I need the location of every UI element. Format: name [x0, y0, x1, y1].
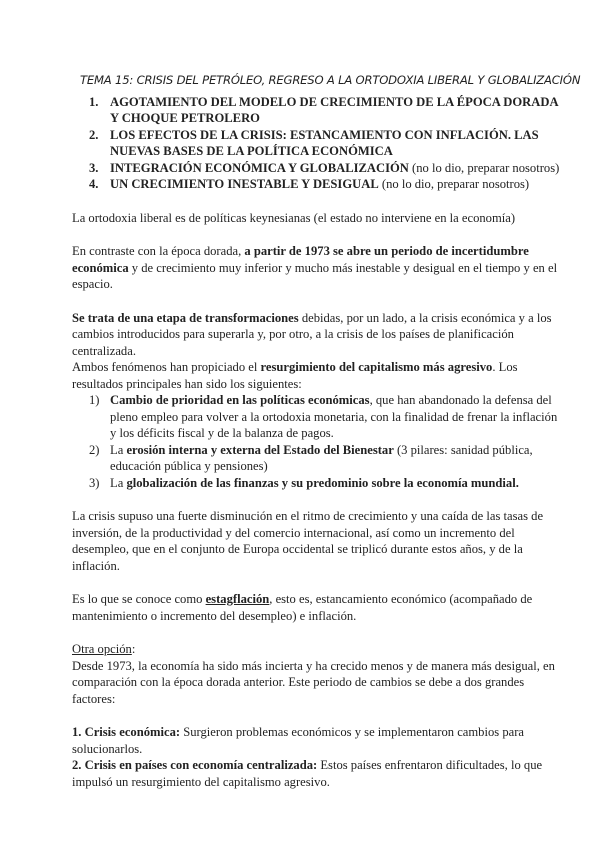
result-number: 2) — [89, 442, 100, 457]
results-list — [72, 392, 560, 491]
text-run: debidas, por un lado, a la crisis económica y a los cambios introducidos para superarla y, por otro, a la crisis de los países de planificación centralizada. — [72, 310, 552, 358]
paragraph-crisis-effects: La crisis supuso una fuerte disminución en el ritmo de crecimiento y una caída de las tasas de inversión, de la productividad y del comercio internacional, así como un incremento del desempleo, que en el conjunto de Europa occidental se triplicó durante estos años, y de la inflación. — [72, 509, 544, 573]
bold-text: Se trata de una etapa de transformaciones — [72, 310, 299, 325]
text-run: . Los resultados principales han sido los siguientes: — [72, 360, 518, 391]
topic-item — [72, 127, 560, 160]
paragraph-results-intro — [72, 359, 560, 392]
text-run: , esto es, estancamiento económico (acompañado de mantenimiento o incremento del desempleo) e inflación. — [72, 592, 533, 623]
result-number: 3) — [89, 475, 100, 490]
text-run: La — [110, 475, 127, 490]
topic-number: 3. — [89, 160, 99, 175]
text-run: y de crecimiento muy inferior y mucho más inestable y desigual en el tiempo y en el espacio. — [72, 260, 558, 291]
text-run: Es lo que se conoce como — [72, 592, 206, 606]
bold-text: resurgimiento del capitalismo más agresivo — [260, 360, 493, 374]
text-run: La — [110, 442, 127, 457]
factor-item — [72, 757, 560, 790]
topic-note: (no lo dio, preparar nosotros) — [408, 160, 560, 175]
paragraph-orthodoxy: La ortodoxia liberal es de políticas keynesianas (el estado no interviene en la economía) — [72, 210, 516, 225]
bold-text: a partir de 1973 se abre un periodo de incertidumbre económica — [72, 244, 529, 275]
topic-item — [72, 176, 560, 193]
topic-note: (no lo dio, preparar nosotros) — [378, 177, 530, 191]
factor-item — [72, 724, 560, 757]
topic-list — [72, 94, 560, 193]
paragraph-transformations — [72, 310, 560, 360]
bold-text: globalización de las finanzas y su predominio sobre la economía mundial. — [126, 475, 519, 490]
topic-heading: INTEGRACIÓN ECONÓMICA Y GLOBALIZACIÓN — [110, 160, 409, 175]
text-run: : — [131, 642, 136, 656]
factor-text: Estos países enfrentaron dificultades, lo que impulsó un resurgimiento del capitalismo agresivo. — [72, 758, 543, 789]
text-run: En contraste con la época dorada, — [72, 244, 245, 258]
factor-text: Surgieron problemas económicos y se implementaron cambios para solucionarlos. — [72, 725, 524, 756]
factor-label: 1. Crisis económica: — [72, 725, 181, 739]
paragraph-stagflation — [72, 591, 560, 624]
result-number: 1) — [89, 393, 100, 407]
topic-heading: UN CRECIMIENTO INESTABLE Y DESIGUAL — [110, 177, 379, 191]
result-item — [72, 442, 560, 475]
text-run: , que han abandonado la defensa del pleno empleo para volver a la ortodoxia monetaria, con la finalidad de frenar la inflación y los déficits fiscal y de la balanza de pagos. — [110, 393, 558, 440]
topic-number: 4. — [89, 177, 99, 191]
topic-item — [72, 94, 560, 127]
factor-label: 2. Crisis en países con economía centralizada: — [72, 758, 318, 772]
topic-number: 1. — [89, 94, 99, 109]
other-option-heading-line — [72, 641, 560, 658]
paragraph-1973 — [72, 243, 560, 293]
underlined-heading: Otra opción — [72, 642, 132, 656]
topic-number: 2. — [89, 127, 99, 142]
topic-heading: AGOTAMIENTO DEL MODELO DE CRECIMIENTO DE LA ÉPOCA DORADA Y CHOQUE PETROLERO — [110, 94, 558, 125]
bold-underlined-term: estagflación — [205, 592, 270, 606]
topic-heading: LOS EFECTOS DE LA CRISIS: ESTANCAMIENTO CON INFLACIÓN. LAS NUEVAS BASES DE LA POLÍTICA ECONÓMICA — [110, 127, 539, 158]
result-item — [72, 475, 560, 492]
document-title: TEMA 15: CRISIS DEL PETRÓLEO, REGRESO A LA ORTODOXIA LIBERAL Y GLOBALIZACIÓN — [80, 73, 581, 87]
text-run: (3 pilares: sanidad pública, educación pública y pensiones) — [110, 442, 533, 473]
bold-text: erosión interna y externa del Estado del Bienestar — [126, 442, 394, 457]
paragraph-other-option: Desde 1973, la economía ha sido más incierta y ha crecido menos y de manera más desigual, en comparación con la época dorada anterior. Este periodo de cambios se debe a dos grandes factores: — [72, 658, 555, 706]
bold-text: Cambio de prioridad en las políticas económicas — [110, 393, 370, 407]
text-run: Ambos fenómenos han propiciado el — [72, 360, 261, 374]
topic-item — [72, 160, 560, 177]
result-item — [72, 392, 560, 442]
